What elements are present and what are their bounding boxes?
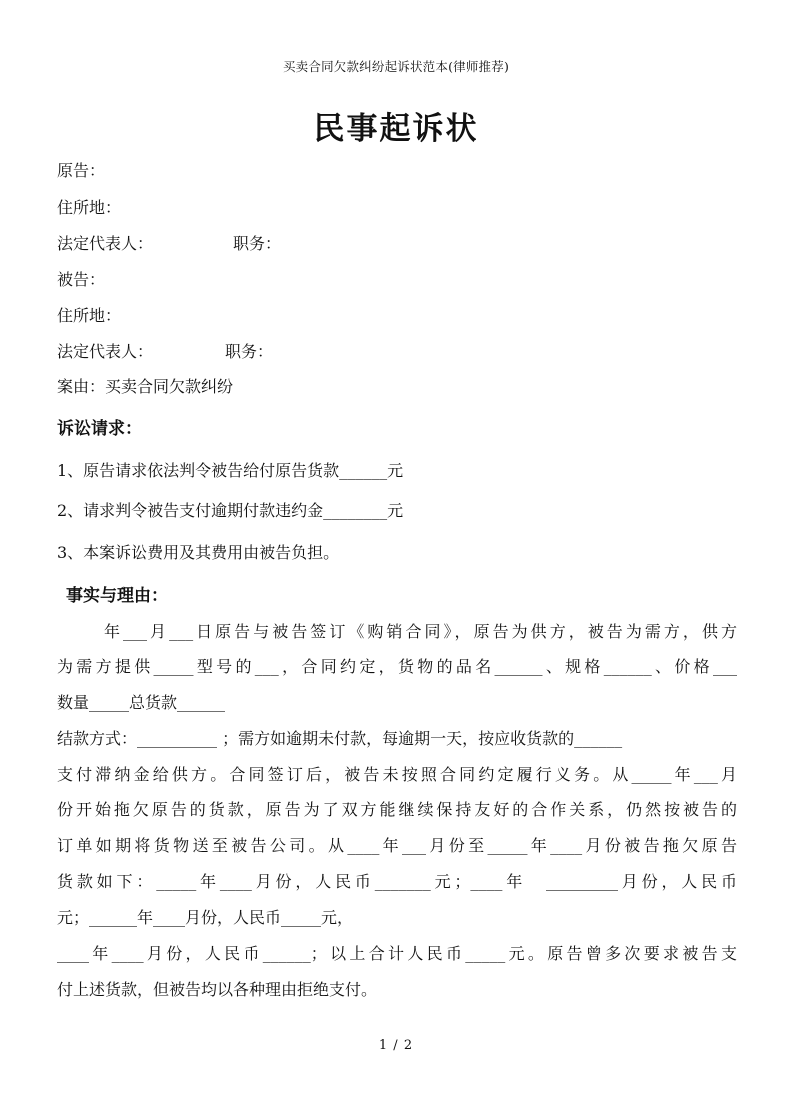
facts-line-3: 数量_____总货款______ bbox=[57, 693, 226, 712]
facts-line-5: 支付滞纳金给供方。合同签订后，被告未按照合同约定履行义务。从_____年___月 bbox=[57, 765, 737, 784]
facts-line-1: 年___月___日原告与被告签订《购销合同》，原告为供方，被告为需方，供方 bbox=[104, 622, 737, 641]
facts-line-7: 订单如期将货物送至被告公司。从____年___月份至_____年____月份被告拖欠原告 bbox=[57, 836, 737, 855]
document-title: 民事起诉状 bbox=[313, 111, 479, 147]
plaintiff-representative-label: 法定代表人： bbox=[57, 234, 154, 253]
facts-line-10: ____年____月份，人民币______；以上合计人民币_____元。原告曾多次要求被告支 bbox=[57, 944, 737, 963]
plaintiff-representative-row bbox=[57, 231, 281, 254]
defendant-representative-label: 法定代表人： bbox=[57, 342, 154, 361]
plaintiff-address-label: 住所地： bbox=[57, 198, 122, 217]
defendant-label: 被告： bbox=[57, 270, 106, 289]
facts-line-4: 结款方式：__________ ；需方如逾期未付款，每逾期一天，按应收货款的______ bbox=[57, 729, 623, 748]
claim-item-3: 3、本案诉讼费用及其费用由被告负担。 bbox=[57, 543, 340, 562]
facts-line-2: 为需方提供_____型号的___，合同约定，货物的品名______、规格______、价格___ bbox=[57, 657, 737, 676]
claim-item-2: 2、请求判令被告支付逾期付款违约金________元 bbox=[57, 501, 404, 520]
plaintiff-label: 原告： bbox=[57, 161, 106, 180]
defendant-address-label: 住所地： bbox=[57, 306, 122, 325]
facts-heading: 事实与理由： bbox=[66, 586, 168, 606]
facts-line-6: 份开始拖欠原告的货款，原告为了双方能继续保持友好的合作关系，仍然按被告的 bbox=[57, 800, 737, 819]
running-header: 买卖合同欠款纠纷起诉状范本(律师推荐) bbox=[282, 59, 510, 74]
facts-line-8: 货款如下：_____年____月份，人民币_______元；____年 _________月份，人民币 bbox=[57, 872, 737, 891]
claims-heading: 诉讼请求： bbox=[57, 419, 142, 439]
claim-item-1: 1、原告请求依法判令被告给付原告货款______元 bbox=[57, 461, 404, 480]
facts-line-9: 元；______年____月份，人民币_____元， bbox=[57, 908, 354, 927]
page-indicator: 1 / 2 bbox=[378, 1038, 414, 1053]
defendant-representative-row bbox=[57, 339, 273, 362]
case-cause: 案由：买卖合同欠款纠纷 bbox=[57, 377, 234, 396]
facts-line-11: 付上述货款，但被告均以各种理由拒绝支付。 bbox=[57, 980, 378, 999]
defendant-position-label: 职务： bbox=[225, 342, 274, 361]
plaintiff-position-label: 职务： bbox=[233, 234, 282, 253]
